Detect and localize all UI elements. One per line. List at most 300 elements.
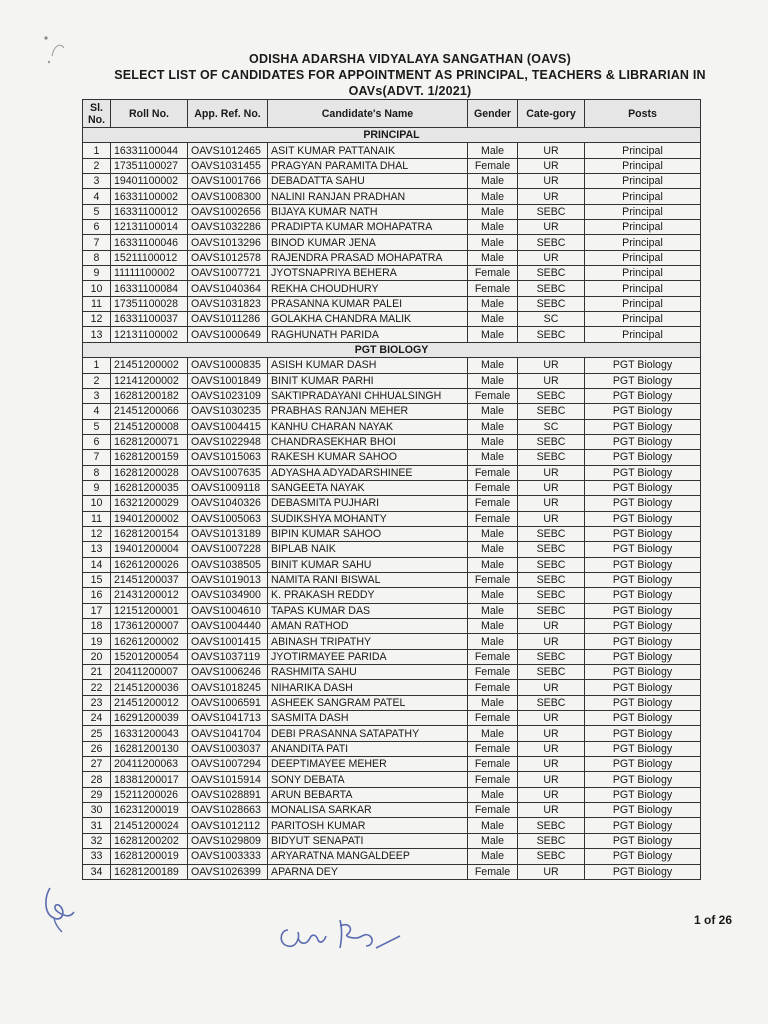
cell-name: NAMITA RANI BISWAL [268,572,468,587]
cell-gender: Male [468,174,518,189]
section-header-row [83,128,701,143]
cell-gender: Female [468,680,518,695]
cell-roll: 16281200019 [111,849,188,864]
cell-gender: Male [468,849,518,864]
cell-roll: 16281200130 [111,741,188,756]
cell-name: GOLAKHA CHANDRA MALIK [268,312,468,327]
cell-gender: Female [468,572,518,587]
col-header-category: Cate-gory [518,100,585,128]
cell-name: BIJAYA KUMAR NATH [268,204,468,219]
cell-roll: 21451200024 [111,818,188,833]
cell-sl: 12 [83,526,111,541]
cell-roll: 16331100012 [111,204,188,219]
table-row [83,741,701,756]
cell-gender: Male [468,833,518,848]
cell-post: Principal [585,158,701,173]
cell-sl: 26 [83,741,111,756]
cell-roll: 21451200008 [111,419,188,434]
cell-post: PGT Biology [585,419,701,434]
cell-appref: OAVS1040326 [188,496,268,511]
cell-gender: Male [468,542,518,557]
table-row [83,158,701,173]
table-row [83,266,701,281]
cell-category: UR [518,373,585,388]
table-row [83,711,701,726]
cell-gender: Male [468,450,518,465]
document-subtitle: SELECT LIST OF CANDIDATES FOR APPOINTMENT AS PRINCIPAL, TEACHERS & LIBRARIAN IN [114,68,706,82]
table-row [83,572,701,587]
cell-name: REKHA CHOUDHURY [268,281,468,296]
cell-name: TAPAS KUMAR DAS [268,603,468,618]
cell-sl: 1 [83,143,111,158]
cell-gender: Female [468,496,518,511]
cell-appref: OAVS1005063 [188,511,268,526]
cell-sl: 18 [83,619,111,634]
cell-category: UR [518,741,585,756]
cell-sl: 3 [83,174,111,189]
cell-gender: Male [468,296,518,311]
cell-post: Principal [585,281,701,296]
cell-roll: 20411200007 [111,665,188,680]
cell-sl: 33 [83,849,111,864]
cell-gender: Female [468,281,518,296]
cell-name: ARUN BEBARTA [268,787,468,802]
cell-gender: Male [468,204,518,219]
cell-gender: Female [468,757,518,772]
cell-name: PRAGYAN PARAMITA DHAL [268,158,468,173]
cell-post: Principal [585,220,701,235]
table-header-row [83,100,701,128]
cell-name: RAJENDRA PRASAD MOHAPATRA [268,250,468,265]
cell-post: PGT Biology [585,511,701,526]
cell-appref: OAVS1015063 [188,450,268,465]
cell-category: UR [518,680,585,695]
cell-gender: Male [468,588,518,603]
table-row [83,404,701,419]
cell-name: JYOTSNAPRIYA BEHERA [268,266,468,281]
cell-name: PRASANNA KUMAR PALEI [268,296,468,311]
cell-roll: 16261200026 [111,557,188,572]
cell-appref: OAVS1000649 [188,327,268,342]
cell-roll: 17361200007 [111,619,188,634]
cell-name: ABINASH TRIPATHY [268,634,468,649]
cell-gender: Male [468,312,518,327]
cell-gender: Male [468,404,518,419]
cell-gender: Male [468,787,518,802]
table-row [83,803,701,818]
cell-category: SEBC [518,450,585,465]
cell-name: SASMITA DASH [268,711,468,726]
table-body [83,128,701,880]
col-header-sl: Sl. No. [83,100,111,128]
cell-name: SAKTIPRADAYANI CHHUALSINGH [268,388,468,403]
cell-roll: 16331100037 [111,312,188,327]
cell-gender: Male [468,557,518,572]
cell-category: SEBC [518,204,585,219]
cell-category: UR [518,158,585,173]
cell-roll: 19401200002 [111,511,188,526]
cell-category: SEBC [518,296,585,311]
cell-category: UR [518,711,585,726]
table-row [83,281,701,296]
cell-sl: 12 [83,312,111,327]
cell-post: Principal [585,312,701,327]
cell-appref: OAVS1037119 [188,649,268,664]
cell-roll: 16281200202 [111,833,188,848]
cell-roll: 11111100002 [111,266,188,281]
cell-sl: 23 [83,695,111,710]
cell-post: PGT Biology [585,496,701,511]
document-title: ODISHA ADARSHA VIDYALAYA SANGATHAN (OAVS) [249,52,571,66]
cell-roll: 16281200035 [111,480,188,495]
cell-name: ASIT KUMAR PATTANAIK [268,143,468,158]
cell-category: UR [518,726,585,741]
cell-gender: Female [468,649,518,664]
cell-gender: Male [468,373,518,388]
cell-category: UR [518,757,585,772]
section-title: PRINCIPAL [83,128,701,143]
cell-roll: 19401100002 [111,174,188,189]
cell-category: UR [518,220,585,235]
cell-post: Principal [585,143,701,158]
cell-post: PGT Biology [585,833,701,848]
cell-name: DEBI PRASANNA SATAPATHY [268,726,468,741]
cell-gender: Male [468,603,518,618]
cell-sl: 2 [83,158,111,173]
cell-appref: OAVS1018245 [188,680,268,695]
cell-category: SEBC [518,266,585,281]
cell-appref: OAVS1038505 [188,557,268,572]
cell-post: PGT Biology [585,726,701,741]
cell-sl: 9 [83,480,111,495]
cell-name: NIHARIKA DASH [268,680,468,695]
cell-category: UR [518,480,585,495]
cell-post: PGT Biology [585,849,701,864]
cell-gender: Female [468,803,518,818]
cell-name: ASHEEK SANGRAM PATEL [268,695,468,710]
cell-category: SEBC [518,833,585,848]
cell-post: Principal [585,327,701,342]
cell-roll: 21451200036 [111,680,188,695]
cell-sl: 27 [83,757,111,772]
cell-roll: 20411200063 [111,757,188,772]
document-advt: OAVs(ADVT. 1/2021) [348,84,472,98]
initial-signature-icon [40,878,90,938]
cell-category: SEBC [518,557,585,572]
cell-roll: 21451200066 [111,404,188,419]
cell-post: Principal [585,204,701,219]
cell-sl: 4 [83,404,111,419]
cell-roll: 16331100046 [111,235,188,250]
table-row [83,465,701,480]
cell-name: DEBADATTA SAHU [268,174,468,189]
cell-appref: OAVS1032286 [188,220,268,235]
cell-sl: 11 [83,511,111,526]
cell-name: BIDYUT SENAPATI [268,833,468,848]
cell-category: SC [518,312,585,327]
cell-name: ASISH KUMAR DASH [268,358,468,373]
cell-post: PGT Biology [585,741,701,756]
cell-gender: Female [468,511,518,526]
cell-appref: OAVS1023109 [188,388,268,403]
cell-roll: 17351100028 [111,296,188,311]
cell-roll: 16331100002 [111,189,188,204]
cell-gender: Male [468,634,518,649]
col-header-gender: Gender [468,100,518,128]
table-row [83,864,701,879]
cell-sl: 3 [83,388,111,403]
cell-post: PGT Biology [585,680,701,695]
table-row [83,695,701,710]
cell-post: PGT Biology [585,818,701,833]
table-row [83,312,701,327]
cell-post: PGT Biology [585,695,701,710]
cell-gender: Male [468,434,518,449]
cell-name: BIPIN KUMAR SAHOO [268,526,468,541]
cell-gender: Male [468,358,518,373]
cell-gender: Male [468,419,518,434]
cell-roll: 15211100012 [111,250,188,265]
col-header-name: Candidate's Name [268,100,468,128]
cell-gender: Male [468,818,518,833]
cell-name: PRABHAS RANJAN MEHER [268,404,468,419]
cell-category: SEBC [518,327,585,342]
cell-roll: 21431200012 [111,588,188,603]
cell-sl: 34 [83,864,111,879]
cell-sl: 9 [83,266,111,281]
table-row [83,496,701,511]
cell-category: UR [518,496,585,511]
cell-name: CHANDRASEKHAR BHOI [268,434,468,449]
cell-category: UR [518,634,585,649]
cell-sl: 21 [83,665,111,680]
cell-post: PGT Biology [585,572,701,587]
table-row [83,189,701,204]
table-row [83,619,701,634]
cell-appref: OAVS1006246 [188,665,268,680]
cell-post: Principal [585,235,701,250]
cell-roll: 16331100084 [111,281,188,296]
cell-category: SEBC [518,572,585,587]
cell-appref: OAVS1026399 [188,864,268,879]
cell-gender: Female [468,465,518,480]
cell-appref: OAVS1006591 [188,695,268,710]
table-row [83,419,701,434]
cell-category: UR [518,511,585,526]
cell-gender: Male [468,235,518,250]
cell-name: ANANDITA PATI [268,741,468,756]
table-row [83,787,701,802]
cell-gender: Male [468,220,518,235]
cell-post: PGT Biology [585,787,701,802]
cell-gender: Male [468,250,518,265]
cell-gender: Female [468,480,518,495]
cell-category: UR [518,174,585,189]
cell-category: UR [518,465,585,480]
cell-post: PGT Biology [585,803,701,818]
cell-appref: OAVS1000835 [188,358,268,373]
col-header-roll: Roll No. [111,100,188,128]
cell-appref: OAVS1007228 [188,542,268,557]
cell-sl: 16 [83,588,111,603]
cell-roll: 16331200043 [111,726,188,741]
cell-roll: 16281200189 [111,864,188,879]
cell-name: AMAN RATHOD [268,619,468,634]
cell-sl: 29 [83,787,111,802]
table-row [83,235,701,250]
cell-sl: 32 [83,833,111,848]
table-row [83,174,701,189]
cell-appref: OAVS1004415 [188,419,268,434]
cell-sl: 10 [83,496,111,511]
cell-gender: Female [468,665,518,680]
table-row [83,849,701,864]
cell-roll: 15211200026 [111,787,188,802]
table-row [83,557,701,572]
cell-sl: 8 [83,465,111,480]
cell-appref: OAVS1019013 [188,572,268,587]
table-row [83,388,701,403]
cell-category: SC [518,419,585,434]
cell-category: SEBC [518,849,585,864]
cell-appref: OAVS1003037 [188,741,268,756]
cell-gender: Male [468,726,518,741]
cell-appref: OAVS1012465 [188,143,268,158]
col-header-posts: Posts [585,100,701,128]
cell-sl: 13 [83,327,111,342]
table-row [83,450,701,465]
cell-name: SANGEETA NAYAK [268,480,468,495]
cell-appref: OAVS1001849 [188,373,268,388]
table-row [83,204,701,219]
cell-category: SEBC [518,388,585,403]
cell-category: SEBC [518,603,585,618]
cell-appref: OAVS1007635 [188,465,268,480]
cell-post: PGT Biology [585,711,701,726]
table-row [83,542,701,557]
cell-post: PGT Biology [585,450,701,465]
officer-signature-icon [276,908,406,968]
table-row [83,480,701,495]
cell-gender: Female [468,772,518,787]
cell-name: DEEPTIMAYEE MEHER [268,757,468,772]
cell-name: SUDIKSHYA MOHANTY [268,511,468,526]
cell-name: PARITOSH KUMAR [268,818,468,833]
table-row [83,358,701,373]
cell-gender: Female [468,864,518,879]
cell-appref: OAVS1012112 [188,818,268,833]
cell-post: PGT Biology [585,388,701,403]
cell-roll: 21451200002 [111,358,188,373]
cell-post: PGT Biology [585,757,701,772]
cell-post: Principal [585,296,701,311]
cell-roll: 12151200001 [111,603,188,618]
cell-post: PGT Biology [585,864,701,879]
table-row [83,833,701,848]
table-row [83,603,701,618]
cell-roll: 16331100044 [111,143,188,158]
table-row [83,220,701,235]
cell-appref: OAVS1040364 [188,281,268,296]
cell-roll: 16281200028 [111,465,188,480]
cell-post: PGT Biology [585,588,701,603]
cell-roll: 17351100027 [111,158,188,173]
cell-post: PGT Biology [585,649,701,664]
cell-sl: 19 [83,634,111,649]
table-row [83,818,701,833]
cell-sl: 15 [83,572,111,587]
cell-post: Principal [585,189,701,204]
cell-appref: OAVS1007294 [188,757,268,772]
cell-appref: OAVS1002656 [188,204,268,219]
cell-post: PGT Biology [585,542,701,557]
cell-gender: Female [468,388,518,403]
cell-sl: 2 [83,373,111,388]
cell-category: SEBC [518,665,585,680]
cell-roll: 18381200017 [111,772,188,787]
col-header-appref: App. Ref. No. [188,100,268,128]
cell-appref: OAVS1001415 [188,634,268,649]
cell-post: PGT Biology [585,603,701,618]
cell-category: SEBC [518,649,585,664]
cell-name: K. PRAKASH REDDY [268,588,468,603]
section-header-row [83,342,701,357]
table-row [83,143,701,158]
cell-sl: 10 [83,281,111,296]
cell-post: PGT Biology [585,465,701,480]
cell-category: UR [518,787,585,802]
cell-roll: 16281200154 [111,526,188,541]
cell-name: RAGHUNATH PARIDA [268,327,468,342]
cell-sl: 30 [83,803,111,818]
cell-post: PGT Biology [585,358,701,373]
candidate-table [82,99,701,880]
table-row [83,772,701,787]
cell-category: SEBC [518,542,585,557]
cell-sl: 17 [83,603,111,618]
page-number: 1 of 26 [693,913,732,927]
cell-post: PGT Biology [585,480,701,495]
cell-appref: OAVS1028663 [188,803,268,818]
cell-appref: OAVS1028891 [188,787,268,802]
cell-sl: 24 [83,711,111,726]
table-row [83,434,701,449]
cell-post: PGT Biology [585,665,701,680]
table-row [83,649,701,664]
cell-roll: 16321200029 [111,496,188,511]
cell-category: SEBC [518,526,585,541]
cell-roll: 19401200004 [111,542,188,557]
cell-sl: 25 [83,726,111,741]
cell-category: SEBC [518,818,585,833]
cell-roll: 16281200182 [111,388,188,403]
cell-post: PGT Biology [585,404,701,419]
cell-sl: 11 [83,296,111,311]
cell-roll: 12141200002 [111,373,188,388]
cell-roll: 16231200019 [111,803,188,818]
cell-sl: 7 [83,235,111,250]
cell-appref: OAVS1030235 [188,404,268,419]
cell-name: ARYARATNA MANGALDEEP [268,849,468,864]
cell-sl: 1 [83,358,111,373]
cell-appref: OAVS1034900 [188,588,268,603]
cell-sl: 13 [83,542,111,557]
cell-name: NALINI RANJAN PRADHAN [268,189,468,204]
cell-post: PGT Biology [585,373,701,388]
cell-category: SEBC [518,404,585,419]
cell-appref: OAVS1008300 [188,189,268,204]
cell-roll: 21451200037 [111,572,188,587]
